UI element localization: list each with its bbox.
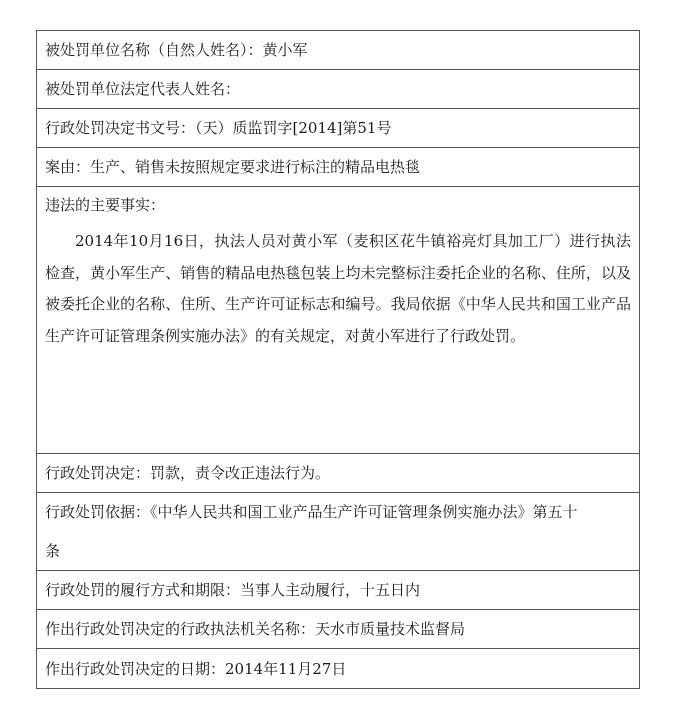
basis-line-2: 条 (45, 542, 61, 560)
penalty-info-table (36, 30, 640, 689)
decision-date-row (37, 649, 639, 688)
authority-text: 作出行政处罚决定的行政执法机关名称：天水市质量技术监督局 (45, 620, 466, 638)
party-name-row (37, 31, 639, 70)
decision-row (37, 454, 639, 493)
basis-line-1: 行政处罚依据：《中华人民共和国工业产品生产许可证管理条例实施办法》第五十 (45, 503, 578, 521)
authority-row (37, 610, 639, 649)
facts-row (37, 187, 639, 454)
legal-rep-text: 被处罚单位法定代表人姓名： (45, 80, 241, 98)
doc-number-text: 行政处罚决定书文号：（天）质监罚字[2014]第51号 (45, 119, 392, 137)
doc-number-row (37, 109, 639, 148)
decision-text: 行政处罚决定：罚款，责令改正违法行为。 (45, 464, 331, 482)
facts-heading: 违法的主要事实： (45, 196, 166, 214)
legal-rep-row (37, 70, 639, 109)
decision-date-text: 作出行政处罚决定的日期：2014年11月27日 (45, 659, 347, 678)
basis-row (37, 493, 639, 571)
case-reason-row (37, 148, 639, 187)
party-name-text: 被处罚单位名称（自然人姓名）：黄小军 (45, 41, 308, 59)
facts-body: 2014年10月16日，执法人员对黄小军（麦积区花牛镇裕亮灯具加工厂）进行执法检查，黄小军生产、销售的精品电热毯包装上均未完整标注委托企业的名称、住所，以及被委托企业的名称、住所、生产许可证标志和编号。我局依据《中华人民共和国工业产品生产许可证管理条例实施办法》的有关规定，对黄小军进行了行政处罚。 (45, 232, 631, 345)
fulfillment-row (37, 571, 639, 610)
case-reason-text: 案由：生产、销售未按照规定要求进行标注的精品电热毯 (45, 158, 421, 176)
fulfillment-text: 行政处罚的履行方式和期限：当事人主动履行，十五日内 (45, 581, 421, 599)
